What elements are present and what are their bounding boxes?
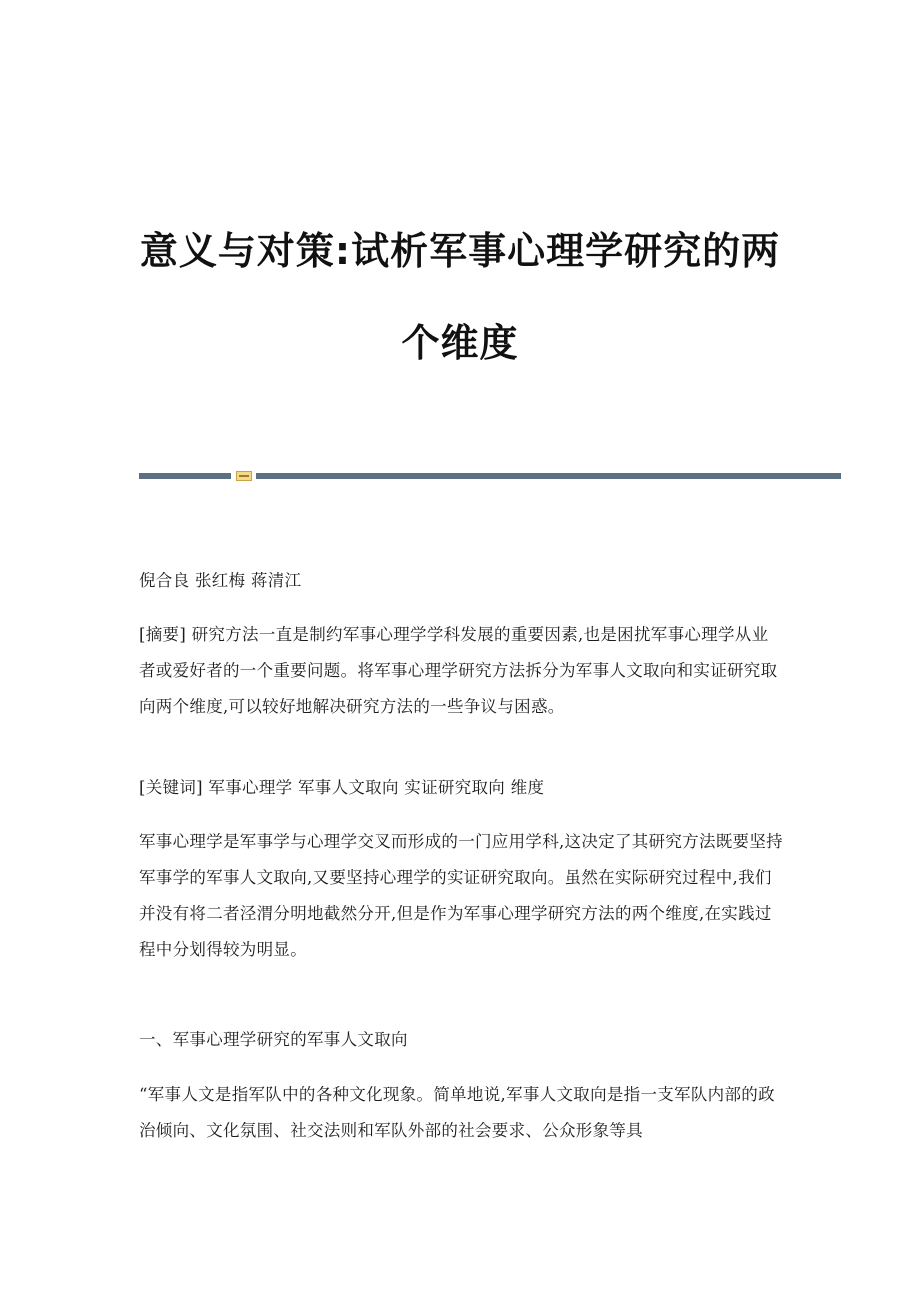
- document-title-line-1: 意义与对策:试析军事心理学研究的两: [139, 229, 781, 273]
- abstract: [摘要] 研究方法一直是制约军事心理学学科发展的重要因素,也是困扰军事心理学从业者或爱好者的一个重要问题。将军事心理学研究方法拆分为军事人文取向和实证研究取向两个维度,可以较好地解决研究方法的一些争议与困惑。: [139, 625, 778, 716]
- envelope-icon: [236, 471, 252, 481]
- section-heading-1: 一、军事心理学研究的军事人文取向: [139, 1030, 408, 1049]
- divider-bar-left: [139, 473, 231, 479]
- divider-bar-right: [256, 473, 841, 479]
- body-paragraph-section-1: “军事人文是指军队中的各种文化现象。简单地说,军事人文取向是指一支军队内部的政治倾向、文化氛围、社交法则和军队外部的社会要求、公众形象等具: [139, 1085, 775, 1140]
- document-title-line-2: 个维度: [401, 321, 519, 365]
- body-paragraph-intro: 军事心理学是军事学与心理学交叉而形成的一门应用学科,这决定了其研究方法既要坚持军事学的军事人文取向,又要坚持心理学的实证研究取向。虽然在实际研究过程中,我们并没有将二者泾渭分明地截然分开,但是作为军事心理学研究方法的两个维度,在实践过程中分划得较为明显。: [139, 832, 783, 959]
- authors: 倪合良 张红梅 蒋清江: [139, 571, 302, 590]
- keywords: [关键词] 军事心理学 军事人文取向 实证研究取向 维度: [139, 778, 545, 797]
- title-divider: [139, 471, 841, 480]
